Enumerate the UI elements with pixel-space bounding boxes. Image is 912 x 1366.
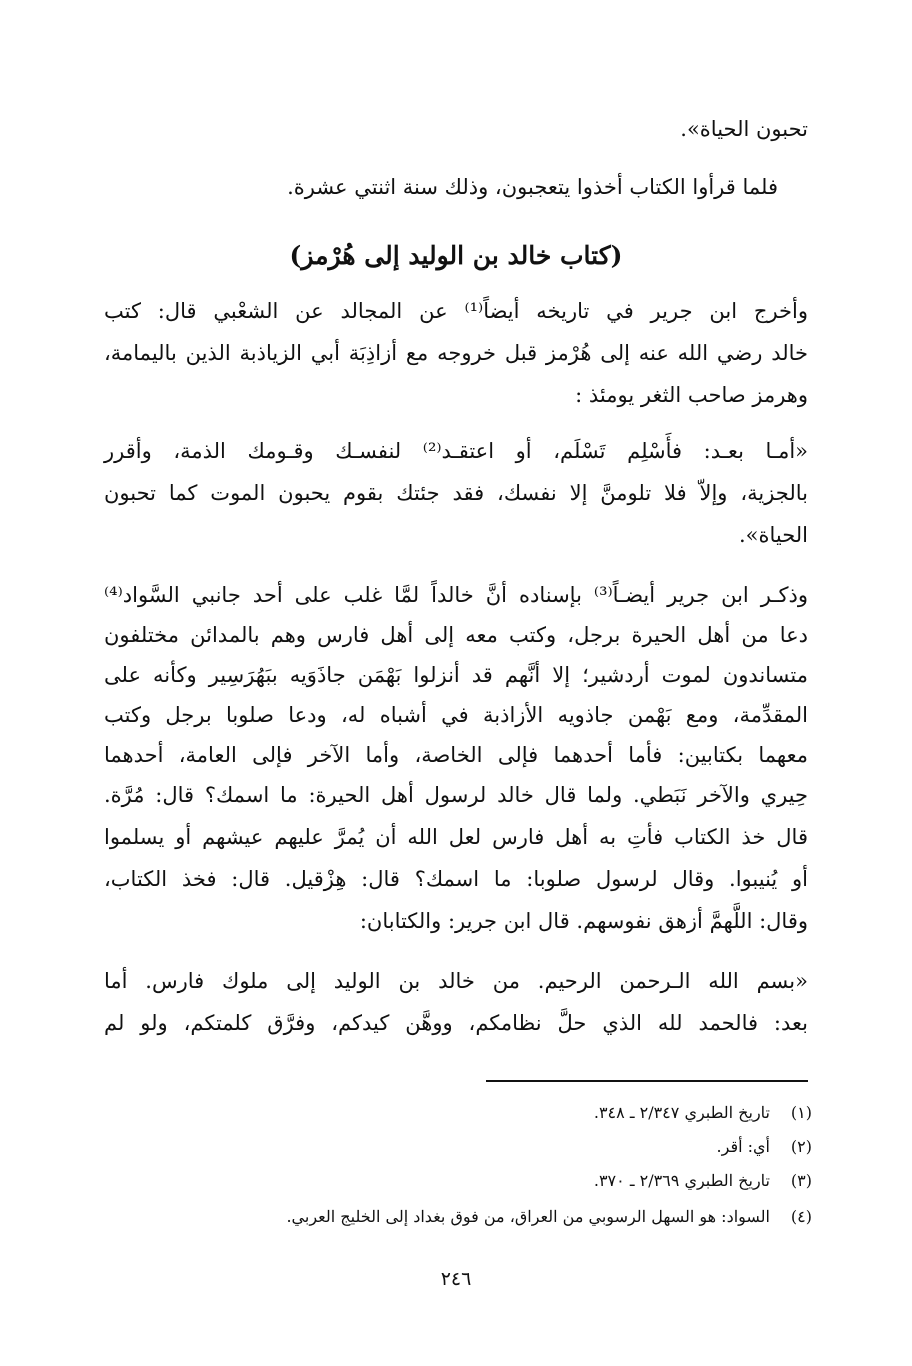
text-line: «أمـا بعـد: فأَسْلِم تَسْلَم، أو اعتقـد⁽²⁾ لنفسـك وقـومك الذمة، وأقرر: [104, 439, 808, 463]
footnote-text: السواد: هو السهل الرسوبي من العراق، من فوق بغداد إلى الخليج العربي.: [286, 1207, 770, 1226]
text-line: متساندون لموت أردشير؛ إلا أنَّهم قد أنزلوا بَهْمَن جاذَوَيه ببَهُرَسِير وكأنه على: [104, 663, 808, 687]
text-line: وقال: اللَّهمَّ أزهق نفوسهم. قال ابن جرير: والكتابان:: [359, 909, 808, 933]
page-number: ٢٤٦: [440, 1268, 472, 1290]
text-line: «بسم الله الـرحمن الرحيم. من خالد بن الوليد إلى ملوك فارس. أما: [104, 969, 808, 993]
footnote-number: (٣): [790, 1171, 812, 1190]
text-line: دعا من أهل الحيرة برجل، وكتب معه إلى أهل فارس وهم بالمدائن مختلفون: [104, 623, 808, 647]
text-line: الحياة».: [738, 523, 808, 547]
footnote-text: تاريخ الطبري ٢/٣٦٩ ـ ٣٧٠.: [593, 1171, 770, 1190]
text-line: أو يُنيبوا. وقال لرسول صلوبا: ما اسمك؟ قال: هِزْقيل. قال: فخذ الكتاب،: [104, 867, 808, 891]
footnote: [594, 1100, 812, 1126]
section-heading: (كتاب خالد بن الوليد إلى هُرْمز): [289, 241, 623, 270]
text-line: المقدِّمة، ومع بَهْمن جاذويه الأزاذبة في أشباه له، ودعا صلوبا برجل وكتب: [104, 703, 808, 727]
footnote-number: (٢): [790, 1137, 812, 1156]
footnote-text: تاريخ الطبري ٢/٣٤٧ ـ ٣٤٨.: [593, 1103, 770, 1122]
text-line: قال خذ الكتاب فأتِ به أهل فارس لعل الله أن يُمرَّ عليهم عيشهم أو يسلموا: [104, 825, 808, 849]
footnote-divider: [486, 1080, 808, 1082]
footnote: [717, 1134, 812, 1160]
text-line: وهرمز صاحب الثغر يومئذ :: [575, 383, 808, 407]
text-line: خالد رضي الله عنه إلى هُرْمز قبل خروجه مع أزاذِبَة أبي الزياذبة الذين باليمامة،: [104, 341, 808, 365]
footnote: [594, 1168, 812, 1194]
footnote: [286, 1204, 812, 1230]
text-line: بالجزية، وإلاّ فلا تلومنَّ إلا نفسك، فقد جئتك بقوم يحبون الموت كما تحبون: [104, 481, 808, 505]
text-line: حِيري والآخر نَبَطي. ولما قال خالد لرسول أهل الحيرة: ما اسمك؟ قال: مُرَّة.: [104, 783, 808, 807]
text-line: تحبون الحياة».: [680, 117, 808, 141]
footnote-number: (١): [790, 1103, 812, 1122]
text-line: بعد: فالحمد لله الذي حلَّ نظامكم، ووهَّن كيدكم، وفرَّق كلمتكم، ولو لم: [104, 1011, 808, 1035]
footnote-text: أي: أقر.: [716, 1137, 770, 1156]
text-line: فلما قرأوا الكتاب أخذوا يتعجبون، وذلك سنة اثنتي عشرة.: [287, 175, 778, 199]
text-line: وأخرج ابن جرير في تاريخه أيضاً⁽¹⁾ عن المجالد عن الشعْبي قال: كتب: [104, 299, 808, 323]
footnote-number: (٤): [790, 1207, 812, 1226]
text-line: معهما بكتابين: فأما أحدهما فإلى الخاصة، وأما الآخر فإلى العامة، أحدهما: [104, 743, 808, 767]
text-line: وذكـر ابن جرير أيضـاً⁽³⁾ بإسناده أنَّ خالداً لمَّا غلب على أحد جانبي السَّواد⁽⁴⁾: [104, 583, 808, 607]
